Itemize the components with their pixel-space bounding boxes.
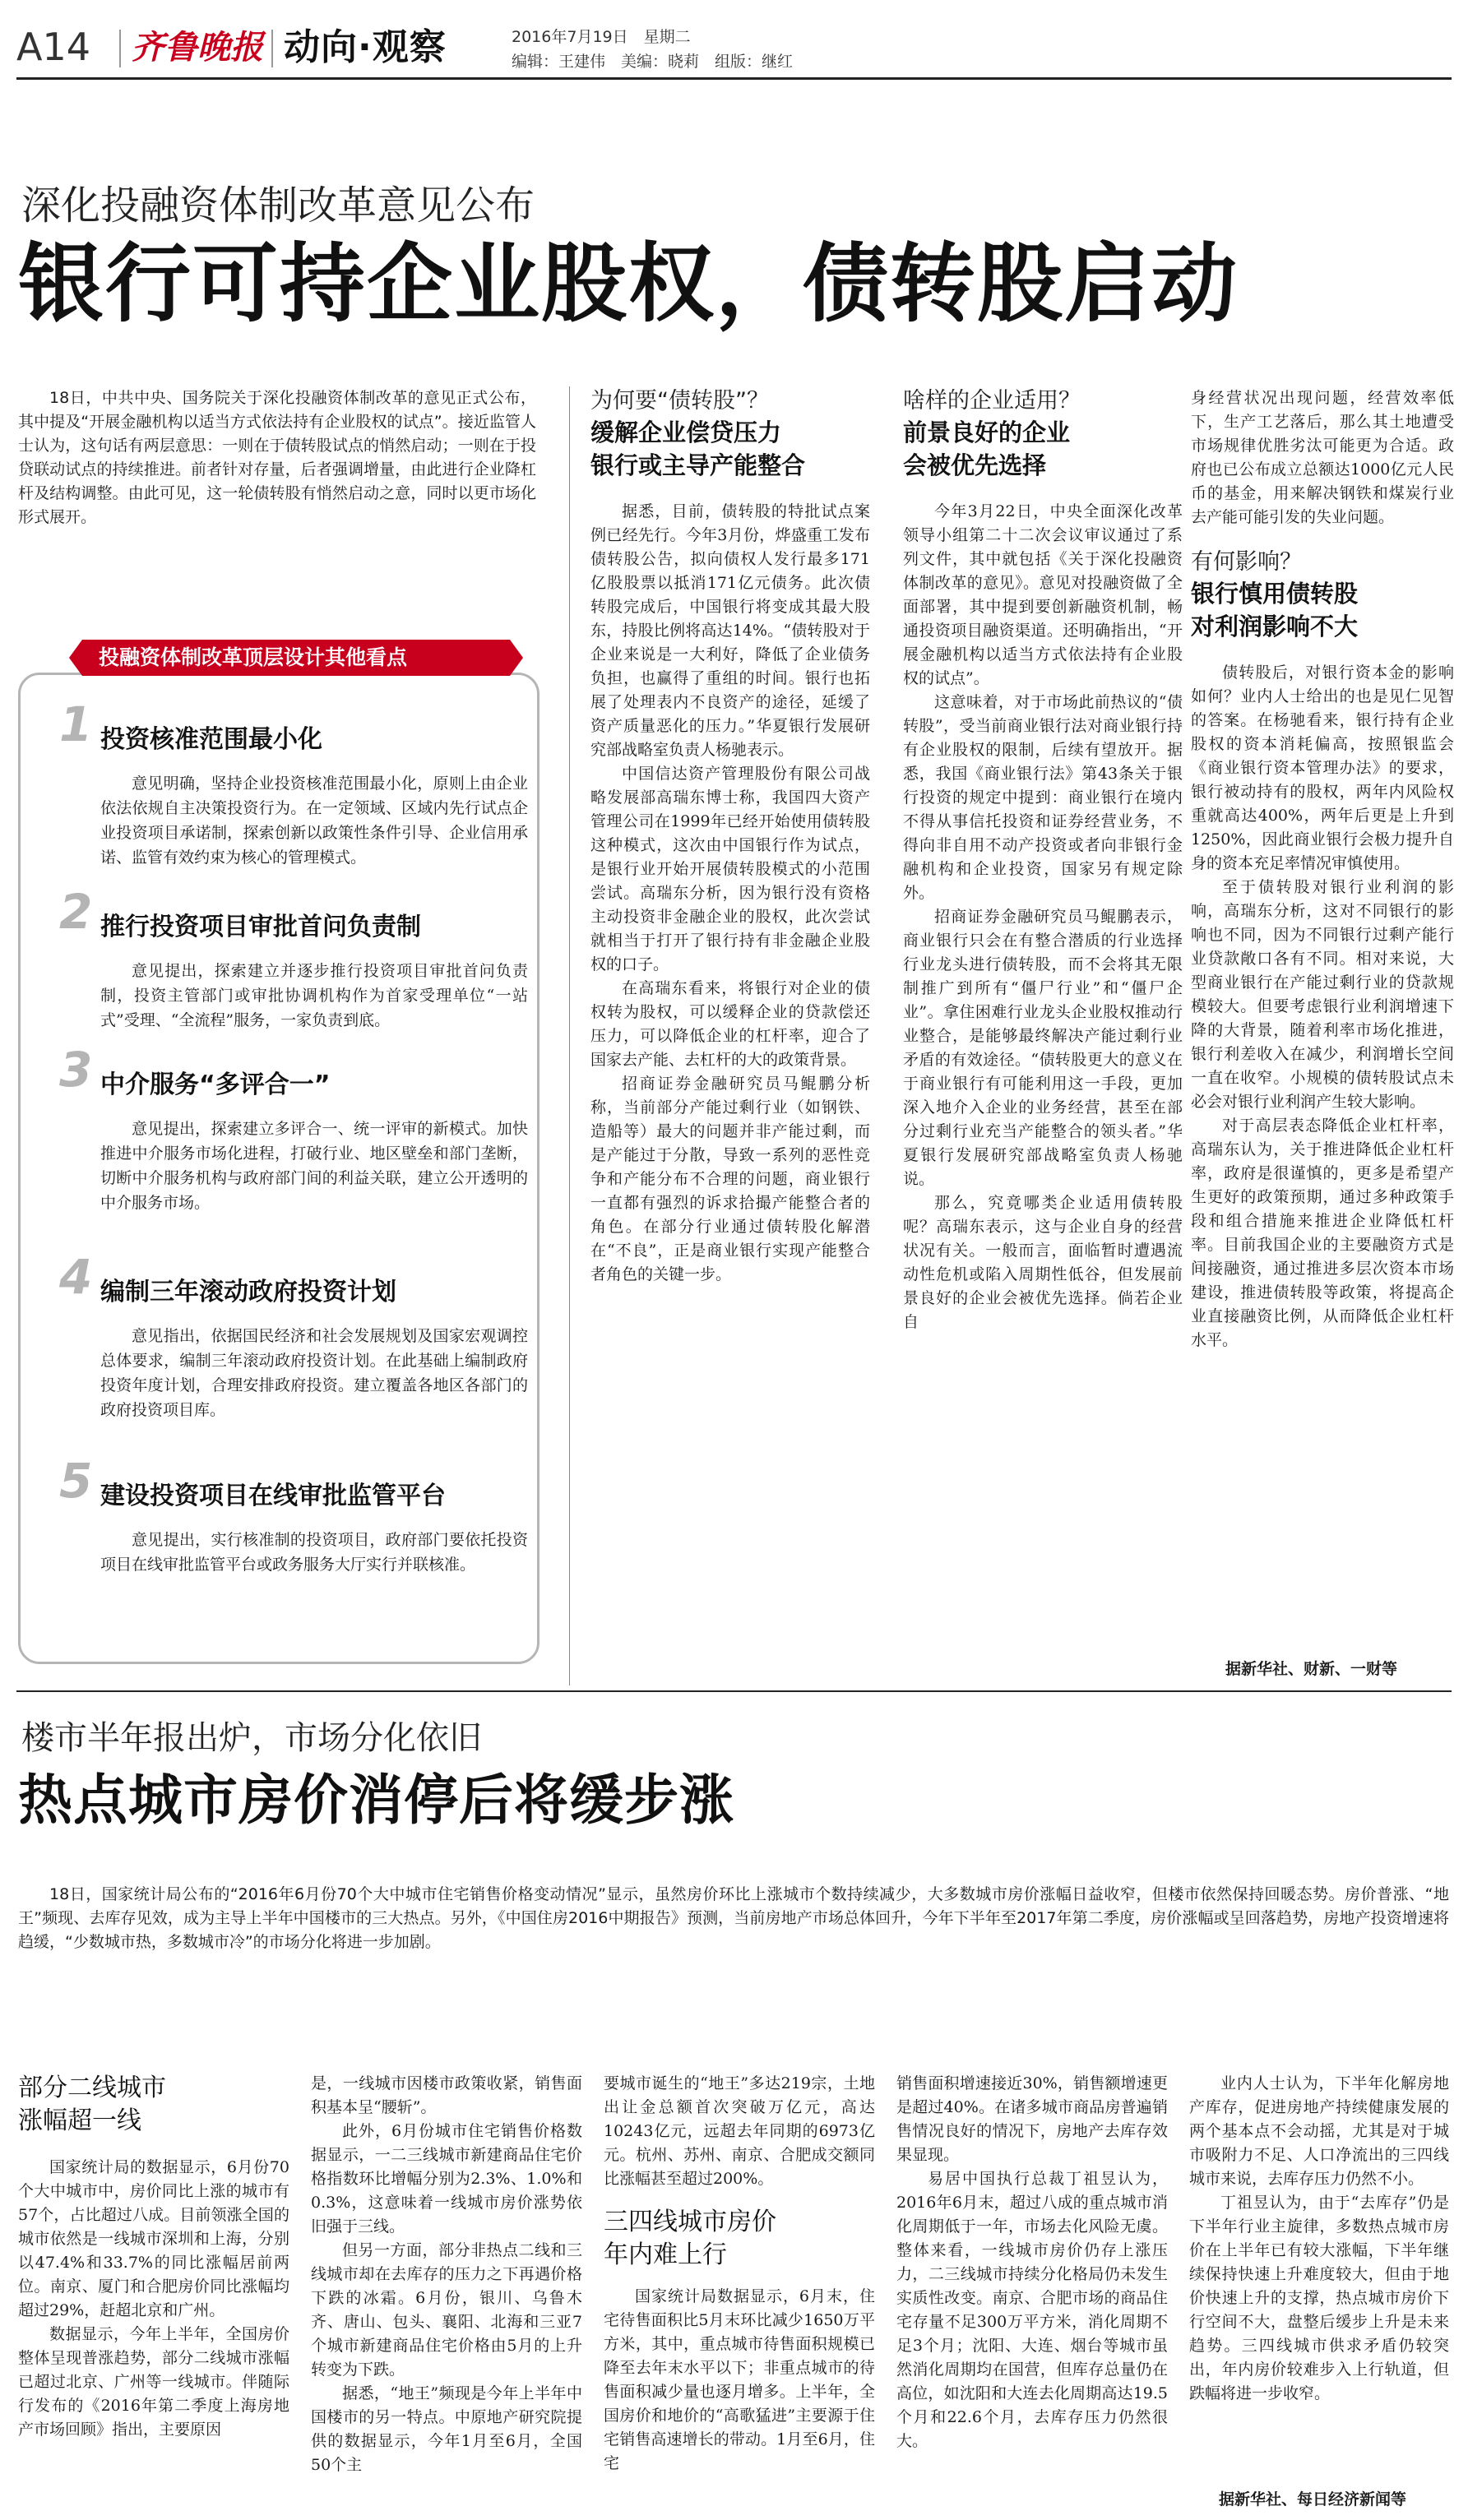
sidebar-ribbon: [82, 640, 510, 676]
section-title: 动向·观察: [284, 26, 447, 68]
body-paragraph: 对于高层表态降低企业杠杆率，高瑞东认为，关于推进降低企业杠杆率，政府是很谨慎的，更多是希望产生更好的政策预期，通过多种政策手段和组合措施来推进企业降低杠杆率。目前我国企业的主要融资方式是间接融资，通过推进多层次资本市场建设，推进债转股等政策，将提高企业直接融资比例，从而降低企业杠杆水平。: [1191, 1117, 1454, 1349]
header-divider: [271, 30, 273, 67]
body-paragraph: 今年3月22日，中央全面深化改革领导小组第二十二次会议审议通过了系列文件，其中就包括《关于深化投融资体制改革的意见》。意见对投融资做了全面部署，其中提到要创新融资机制，畅通投资项目融资渠道。还明确指出，“开展金融机构以适当方式依法持有企业股权的试点”。: [903, 502, 1183, 687]
item-title: 投资核准范围最小化: [100, 725, 322, 754]
section-question: 啥样的企业适用？: [903, 388, 1081, 414]
article1-source: 据新华社、财新、一财等: [1225, 1660, 1398, 1678]
item-body: [100, 1324, 528, 1422]
header-rule: [16, 77, 1452, 80]
body-paragraph: 但另一方面，部分非热点二线和三线城市却在去库存的压力之下再遇价格下跌的冰霜。6月份，银川、乌鲁木齐、唐山、包头、襄阳、北海和三亚7个城市新建商品住宅价格由5月的上升转变为下跌。: [311, 2241, 582, 2379]
section-question: 为何要“债转股”？: [590, 388, 769, 414]
article1-col4: [1191, 386, 1454, 1352]
item-paragraph: 意见明确，坚持企业投资核准范围最小化，原则上由企业依法依规自主决策投资行为。在一定领域、区域内先行试点企业投资项目承诺制，探索创新以政策性条件引导、企业信用承诺、监管有效约束为核心的管理模式。: [100, 774, 528, 867]
article2-col2: [311, 2072, 582, 2477]
body-paragraph: 销售面积增速接近30%，销售额增速更是超过40%。在诸多城市商品房普遍销售情况良好的情况下，房地产去库存效果显现。: [896, 2074, 1168, 2164]
item-body: [100, 1117, 528, 1215]
body-paragraph: 据悉，“地王”频现是今年上半年中国楼市的另一特点。中原地产研究院提供的数据显示，今年1月至6月，全国50个主: [311, 2384, 582, 2474]
article2-headline: 热点城市房价消停后将缓步涨: [18, 1769, 734, 1832]
body-paragraph: 这意味着，对于市场此前热议的“债转股”，受当前商业银行法对商业银行持有企业股权的限制，后续有望放开。据悉，我国《商业银行法》第43条关于银行投资的规定中提到：商业银行在境内不得从事信托投资和证券经营业务，不得向非自用不动产投资或者向非银行金融机构和企业投资，国家另有规定除外。: [903, 693, 1183, 902]
section-subhead: 前景良好的企业: [903, 418, 1071, 446]
article2-kicker: 楼市半年报出炉，市场分化依旧: [21, 1719, 482, 1757]
sidebar-ribbon-title: 投融资体制改革顶层设计其他看点: [99, 645, 408, 669]
article2-col3: [604, 2072, 875, 2476]
section-subhead: 银行或主导产能整合: [590, 451, 806, 479]
body-paragraph: 债转股后，对银行资本金的影响如何？业内人士给出的也是见仁见智的答案。在杨驰看来，银行持有企业股权的资本消耗偏高，按照银监会《商业银行资本管理办法》的要求，银行被动持有的股权，两年内风险权重就高达400%，两年后更是上升到1250%，因此商业银行会极力提升自身的资本充足率情况审慎使用。: [1191, 664, 1454, 872]
section-subhead: 会被优先选择: [903, 451, 1047, 479]
item-number: 4: [59, 1249, 93, 1305]
article2-lead: [18, 1883, 1449, 1954]
issue-date: 2016年7月19日 星期二: [512, 28, 691, 46]
body-paragraph: 是，一线城市因楼市政策收紧，销售面积基本呈“腰斩”。: [311, 2074, 582, 2116]
item-paragraph: 意见提出，探索建立多评合一、统一评审的新模式。加快推进中介服务市场化进程，打破行业、地区壁垒和部门垄断，切断中介服务机构与政府部门间的利益关联，建立公开透明的中介服务市场。: [100, 1120, 528, 1212]
body-paragraph: 此外，6月份城市住宅销售价格数据显示，一二三线城市新建商品住宅价格指数环比增幅分别为2.3%、1.0%和0.3%，这意味着一线城市房价涨势依旧强于三线。: [311, 2122, 582, 2236]
paper-logo: 齐鲁晚报: [132, 28, 263, 67]
article2-col1: [18, 2072, 289, 2442]
body-paragraph: 招商证券金融研究员马鲲鹏表示，商业银行只会在有整合潜质的行业选择行业龙头进行债转股，而不会将其无限制推广到所有“僵尸行业”和“僵尸企业”。拿住困难行业龙头企业股权推动行业整合，是能够最终解决产能过剩行业矛盾的有效途径。“债转股更大的意义在于商业银行有可能利用这一手段，更加深入地介入企业的业务经营，甚至在部分过剩行业充当产能整合的领头者。”华夏银行发展研究部战略室负责人杨驰说。: [903, 908, 1183, 1188]
column-divider: [569, 386, 570, 1685]
item-body: [100, 1528, 528, 1577]
item-title: 中介服务“多评合一”: [100, 1070, 331, 1099]
body-paragraph: 中国信达资产管理股份有限公司战略发展部高瑞东博士称，我国四大资产管理公司在1999年已经开始使用债转股这种模式，这次由中国银行作为试点，是银行业开始开展债转股模式的小范围尝试。高瑞东分析，因为银行没有资格主动投资非金融企业的股权，此次尝试就相当于打开了银行持有非金融企业股权的口子。: [590, 765, 870, 973]
header-divider: [119, 30, 121, 67]
section-question: 有何影响？: [1191, 549, 1302, 575]
section-subhead: 涨幅超一线: [18, 2106, 141, 2135]
item-paragraph: 意见提出，探索建立并逐步推行投资项目审批首问负责制，投资主管部门或审批协调机构作为首家受理单位“一站式”受理、“全流程”服务，一家负责到底。: [100, 962, 528, 1029]
item-number: 5: [59, 1453, 93, 1509]
item-body: [100, 771, 528, 870]
body-paragraph: 招商证券金融研究员马鲲鹏分析称，当前部分产能过剩行业（如钢铁、造船等）最大的问题并非产能过剩，而是产能过于分散，导致一系列的恶性竞争和产能分布不合理的问题，商业银行一直都有强烈的诉求拾撮产能整合者的角色。在部分行业通过债转股化解潜在“不良”，正是商业银行实现产能整合者角色的关键一步。: [590, 1075, 870, 1283]
section-subhead: 银行慎用债转股: [1191, 580, 1359, 608]
article1-headline: 银行可持企业股权，债转股启动: [18, 234, 1239, 334]
body-paragraph: 数据显示，今年上半年，全国房价整体呈现普涨趋势，部分二线城市涨幅已超过北京、广州等一线城市。伴随际行发布的《2016年第二季度上海房地产市场回顾》指出，主要原因: [18, 2325, 289, 2439]
item-title: 编制三年滚动政府投资计划: [100, 1278, 396, 1306]
body-paragraph: 那么，究竟哪类企业适用债转股呢？高瑞东表示，这与企业自身的经营状况有关。一般而言，面临暂时遭遇流动性危机或陷入周期性低谷，但发展前景良好的企业会被优先选择。倘若企业自: [903, 1194, 1183, 1331]
article1-lead: [18, 386, 536, 529]
section-subhead: 年内难上行: [604, 2240, 727, 2269]
credits-line: 编辑：王建伟 美编：晓莉 组版：继红: [512, 53, 794, 71]
body-paragraph: 易居中国执行总裁丁祖昱认为，2016年6月末，超过八成的重点城市消化周期低于一年，市场去化风险无虞。整体来看，一线城市房价仍存上涨压力，二三线城市持续分化格局仍未发生实质性改变。南京、合肥市场的商品住宅存量不足300万平方米，消化周期不足3个月；沈阳、大连、烟台等城市虽然消化周期均在国营，但库存总量仍在高位，如沈阳和大连去化周期高达19.5个月和22.6个月，去库存压力仍然很大。: [896, 2170, 1168, 2450]
body-paragraph: 据悉，目前，债转股的特批试点案例已经先行。今年3月份，烨盛重工发布债转股公告，拟向债权人发行最多171亿股股票以抵消171亿元债务。此次债转股完成后，中国银行将变成其最大股东，持股比例将高达14%。“债转股对于企业来说是一大利好，降低了企业债务负担，也赢得了重组的时间。银行也拓展了处理表内不良资产的途径，延缓了资产质量恶化的压力。”华夏银行发展研究部战略室负责人杨驰表示。: [590, 502, 870, 759]
body-paragraph: 国家统计局数据显示，6月末，住宅待售面积比5月末环比减少1650万平方米，其中，重点城市待售面积规模已降至去年末水平以下；非重点城市的待售面积减少量也逐月增多。上半年，全国房价和地价的“高歌猛进”主要源于住宅销售高速增长的带动。1月至6月，住宅: [604, 2287, 875, 2472]
item-paragraph: 意见提出，实行核准制的投资项目，政府部门要依托投资项目在线审批监管平台或政务服务大厅实行并联核准。: [100, 1531, 528, 1574]
article1-col3: [903, 386, 1183, 1334]
article2-col5: [1189, 2072, 1449, 2406]
body-paragraph: 身经营状况出现问题，经营效率低下，生产工艺落后，那么其土地遭受市场规律优胜劣汰可能更为合适。政府也已公布成立总额达1000亿元人民币的基金，用来解决钢铁和煤炭行业去产能可能引发的失业问题。: [1191, 389, 1454, 526]
lead-paragraph: 18日，国家统计局公布的“2016年6月份70个大中城市住宅销售价格变动情况”显示，虽然房价环比上涨城市个数持续减少，大多数城市房价涨幅日益收窄，但楼市依然保持回暖态势。房价普涨、“地王”频现、去库存见效，成为主导上半年中国楼市的三大热点。另外，《中国住房2016中期报告》预测，当前房地产市场总体回升，今年下半年至2017年第二季度，房价涨幅或呈回落趋势，房地产投资增速将趋缓，“少数城市热，多数城市冷”的市场分化将进一步加剧。: [18, 1885, 1449, 1951]
item-title: 推行投资项目审批首问负责制: [100, 913, 421, 941]
item-number: 2: [59, 884, 93, 940]
section-subhead: 部分二线城市: [18, 2074, 166, 2102]
body-paragraph: 要城市诞生的“地王”多达219宗，土地出让金总额首次突破万亿元，高达10243亿元，远超去年同期的6973亿元。杭州、苏州、南京、合肥成交额同比涨幅甚至超过200%。: [604, 2074, 875, 2188]
item-number: 3: [59, 1042, 93, 1098]
article1-col2: [590, 386, 870, 1287]
item-number: 1: [59, 696, 93, 752]
article1-kicker: 深化投融资体制改革意见公布: [21, 183, 535, 229]
item-title: 建设投资项目在线审批监管平台: [100, 1482, 446, 1510]
article2-col4: [896, 2072, 1168, 2453]
article2-source: 据新华社、每日经济新闻等: [1219, 2490, 1407, 2508]
item-body: [100, 959, 528, 1033]
item-paragraph: 意见指出，依据国民经济和社会发展规划及国家宏观调控总体要求，编制三年滚动政府投资计划。在此基础上编制政府投资年度计划，合理安排政府投资。建立覆盖各地区各部门的政府投资项目库。: [100, 1327, 528, 1419]
body-paragraph: 至于债转股对银行业利润的影响，高瑞东分析，这对不同银行的影响也不同，因为不同银行过剩产能行业贷款敞口各有不同。相对来说，大型商业银行在产能过剩行业的贷款规模较大。但要考虑银行业利润增速下降的大背景，随着利率市场化推进，银行利差收入在减少，利润增长空间一直在收窄。小规模的债转股试点未必会对银行业利润产生较大影响。: [1191, 878, 1454, 1111]
section-subhead: 缓解企业偿贷压力: [590, 418, 782, 446]
page-number: A14: [16, 25, 91, 69]
body-paragraph: 国家统计局的数据显示，6月份70个大中城市中，房价同比上涨的城市有57个，占比超过八成。目前领涨全国的城市依然是一线城市深圳和上海，分别以47.4%和33.7%的同比涨幅居前两位。南京、厦门和合肥房价同比涨幅均超过29%，赶超北京和广州。: [18, 2158, 289, 2319]
body-paragraph: 业内人士认为，下半年化解房地产库存，促进房地产持续健康发展的两个基本点不会动摇，尤其是对于城市吸附力不足、人口净流出的三四线城市来说，去库存压力仍然不小。: [1189, 2074, 1449, 2188]
article-separator: [16, 1690, 1452, 1692]
body-paragraph: 丁祖昱认为，由于“去库存”仍是下半年行业主旋律，多数热点城市房价在上半年已有较大涨幅，下半年继续保持快速上升难度较大，但由于地价快速上升的支撑，热点城市房价下行空间不大，盘整后缓步上升是未来趋势。三四线城市供求矛盾仍较突出，年内房价较难步入上行轨道，但跌幅将进一步收窄。: [1189, 2194, 1449, 2402]
body-paragraph: 在高瑞东看来，将银行对企业的债权转为股权，可以缓释企业的贷款偿还压力，可以降低企业的杠杆率，迎合了国家去产能、去杠杆的大的政策背景。: [590, 979, 870, 1069]
lead-paragraph: 18日，中共中央、国务院关于深化投融资体制改革的意见正式公布，其中提及“开展金融机构以适当方式依法持有企业股权的试点”。接近监管人士认为，这句话有两层意思：一则在于债转股试点的悄然启动；一则在于投贷联动试点的持续推进。前者针对存量，后者强调增量，由此进行企业降杠杆及结构调整。由此可见，这一轮债转股有悄然启动之意，同时以更市场化形式展开。: [18, 389, 536, 526]
section-subhead: 三四线城市房价: [604, 2208, 776, 2236]
section-subhead: 对利润影响不大: [1191, 613, 1359, 640]
